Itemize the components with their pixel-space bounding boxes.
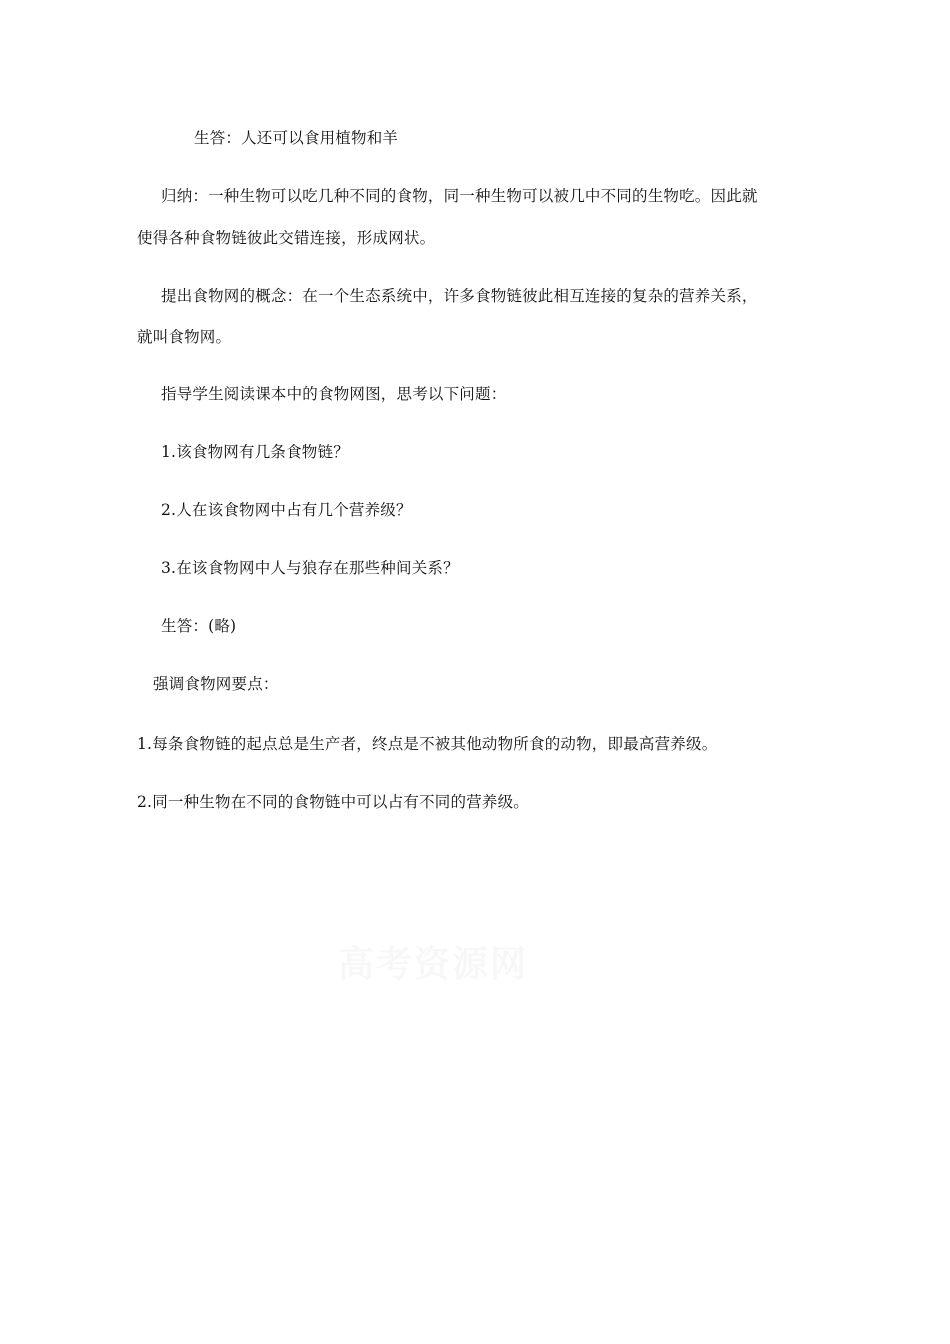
question-2: 2.人在该食物网中占有几个营养级？	[161, 501, 412, 519]
point-1: 1.每条食物链的起点总是生产者，终点是不被其他动物所食的动物，即最高营养级。	[137, 735, 718, 753]
emphasis-title: 强调食物网要点：	[153, 675, 279, 693]
concept-line-1: 提出食物网的概念：在一个生态系统中，许多食物链彼此相互连接的复杂的营养关系，	[161, 287, 758, 305]
guide-text: 指导学生阅读课本中的食物网图，思考以下问题：	[161, 385, 507, 403]
summary-line-2: 使得各种食物链彼此交错连接，形成网状。	[137, 229, 436, 247]
concept-line-2: 就叫食物网。	[137, 328, 232, 346]
question-1: 1.该食物网有几条食物链？	[161, 443, 349, 461]
summary-line-1: 归纳：一种生物可以吃几种不同的食物，同一种生物可以被几中不同的生物吃。因此就	[161, 187, 758, 205]
question-3: 3.在该食物网中人与狼存在那些种间关系？	[161, 559, 459, 577]
student-answer-2: 生答：(略)	[161, 617, 237, 635]
watermark: 高考资源网	[338, 943, 529, 985]
student-answer-1: 生答：人还可以食用植物和羊	[194, 129, 399, 147]
point-2: 2.同一种生物在不同的食物链中可以占有不同的营养级。	[137, 793, 529, 811]
